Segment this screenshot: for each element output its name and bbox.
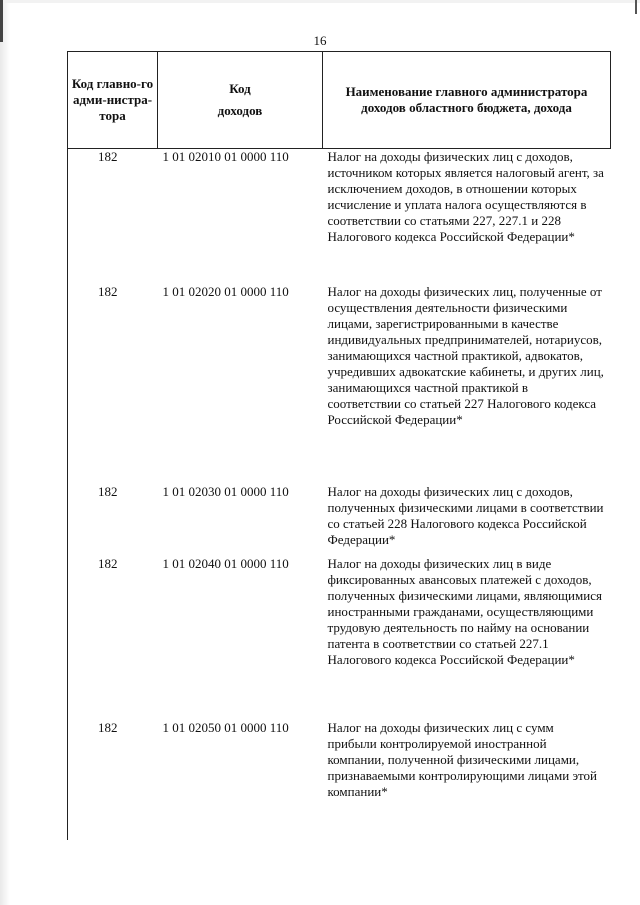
row-income-name: Налог на доходы физических лиц с доходов, полученных физическими лицами в соответствии со статьей 228 Налогового кодекса Российской Федерации*: [327, 484, 604, 547]
table-row: [68, 284, 611, 484]
row-income-code: 1 01 02030 01 0000 110: [162, 484, 289, 499]
scan-shadow-top: [0, 0, 640, 3]
row-income-name: Налог на доходы физических лиц с сумм прибыли контролируемой иностранной компании, полученной физическими лицами, признаваемыми контролирующими лицами этой компании*: [327, 720, 597, 799]
row-income-name: Налог на доходы физических лиц, полученные от осуществления деятельности физическими лицами, зарегистрированными в качестве индивидуальных предпринимателей, нотариусов, занимающихся частной практикой, адвокатов, учредивших адвокатские кабинеты, и других лиц, занимающихся частной практикой в соответствии со статьей 227 Налогового кодекса Российской Федерации*: [327, 284, 604, 427]
header-income-code-line2: доходов: [217, 103, 263, 118]
row-income-code: 1 01 02020 01 0000 110: [162, 284, 289, 299]
header-income-code-line1: Код: [229, 81, 251, 96]
row-admin-code: 182: [68, 720, 158, 840]
row-income-code: 1 01 02010 01 0000 110: [162, 149, 289, 164]
row-admin-code: 182: [68, 284, 158, 484]
header-income-code: [158, 52, 323, 149]
header-admin-code: Код главно-го адми-нистра-тора: [68, 52, 158, 149]
row-admin-code: 182: [68, 149, 158, 285]
header-name: Наименование главного администратора доходов областного бюджета, дохода: [323, 52, 611, 149]
scan-mark-right: [635, 0, 637, 14]
scan-shadow-left: [0, 0, 10, 905]
table-header-row: [68, 52, 611, 149]
table-row: [68, 149, 611, 285]
row-admin-code: 182: [68, 484, 158, 556]
row-income-name: Налог на доходы физических лиц с доходов, источником которых является налоговый агент, за исключением доходов, в отношении которых исчисление и уплата налога осуществляются в соответствии со статьями 227, 227.1 и 228 Налогового кодекса Российской Федерации*: [327, 149, 604, 244]
table-row: [68, 556, 611, 720]
table-row: [68, 720, 611, 840]
row-income-code: 1 01 02050 01 0000 110: [162, 720, 289, 735]
row-admin-code: 182: [68, 556, 158, 720]
page-number: 16: [313, 33, 327, 48]
row-income-code: 1 01 02040 01 0000 110: [162, 556, 289, 571]
row-income-name: Налог на доходы физических лиц в виде фиксированных авансовых платежей с доходов, полученных физическими лицами, являющимися иностранными гражданами, осуществляющими трудовую деятельность по найму на основании патента в соответствии со статьей 227.1 Налогового кодекса Российской Федерации*: [327, 556, 602, 667]
revenue-table: [67, 51, 611, 840]
table-row: [68, 484, 611, 556]
